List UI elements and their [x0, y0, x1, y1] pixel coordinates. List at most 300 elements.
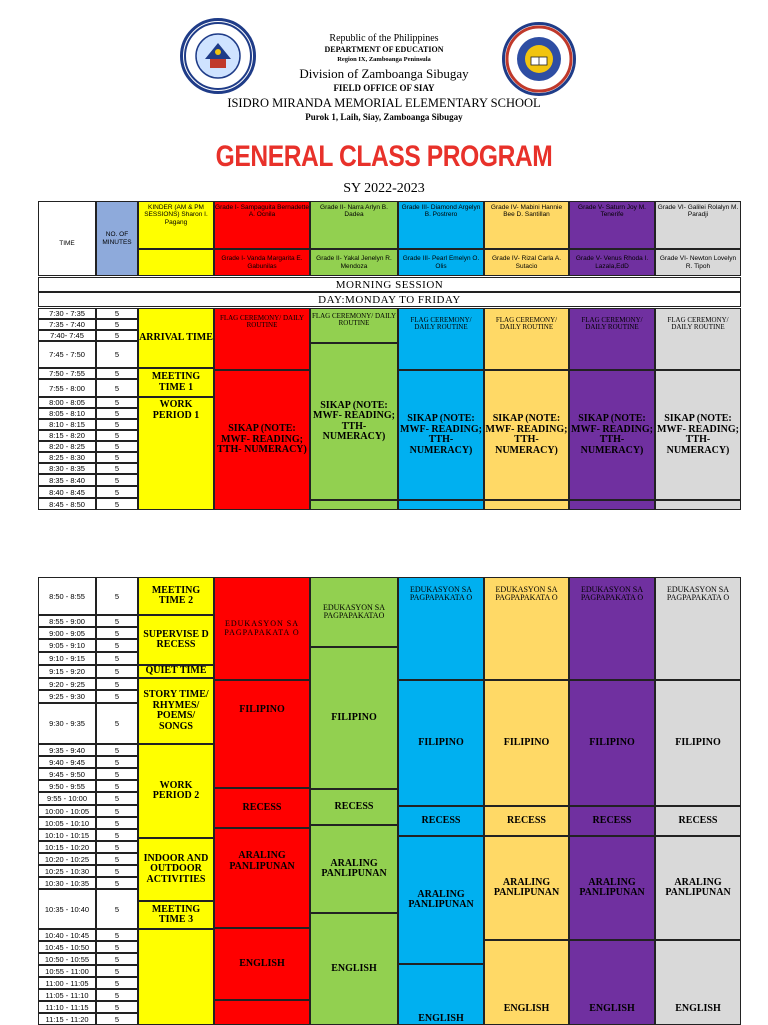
morning-session-band [38, 277, 741, 292]
minutes-cell-text: 5 [114, 978, 120, 988]
minutes-cell [96, 768, 138, 780]
minutes-cell-text: 5 [114, 431, 120, 440]
minutes-cell-text: 5 [114, 818, 120, 828]
g1-sikap-text: SIKAP (NOTE: MWF- READING; TTH- NUMERACY) [217, 423, 307, 456]
g1-blank [214, 1000, 310, 1025]
g5-flag-ceremony-text: FLAG CEREMONY/ DAILY ROUTINE [581, 316, 643, 332]
time-cell [38, 397, 96, 408]
g3-filipino [398, 680, 484, 806]
minutes-cell-text: 5 [114, 878, 120, 888]
school-name: ISIDRO MIRANDA MEMORIAL ELEMENTARY SCHOOL [227, 96, 541, 110]
minutes-cell [96, 977, 138, 989]
g4-flag-ceremony [484, 308, 569, 370]
g3-araling [398, 836, 484, 964]
kinder-header-blank [138, 249, 214, 276]
grade-header-bottom-2-text: Grade II- Yakal Jenelyn R. Mendoza [316, 255, 392, 270]
time-cell-text: 8:50 - 8:55 [49, 591, 85, 601]
minutes-cell-text: 5 [114, 464, 120, 473]
time-cell [38, 690, 96, 703]
grade-header-top-4-text: Grade IV- Mabini Hannie Bee D. Santillan [490, 204, 563, 219]
g1-english-text: ENGLISH [239, 957, 285, 969]
g2-filipino-text: FILIPINO [331, 711, 377, 723]
g2-sikap-text: SIKAP (NOTE: MWF- READING; TTH- NUMERACY) [313, 399, 395, 442]
time-cell-text: 8:30 - 8:35 [49, 464, 85, 473]
kinder-block-1 [138, 577, 214, 615]
g5-filipino-text: FILIPINO [589, 736, 635, 748]
minutes-cell-text: 5 [114, 320, 120, 329]
minutes-cell-text: 5 [114, 866, 120, 876]
time-cell-text: 8:35 - 8:40 [49, 475, 85, 485]
kinder-header [138, 201, 214, 249]
minutes-cell [96, 486, 138, 498]
time-cell [38, 941, 96, 953]
g2-edukasyon [310, 577, 398, 647]
minutes-cell [96, 379, 138, 397]
g6-filipino [655, 680, 741, 806]
time-cell [38, 929, 96, 941]
g6-recess [655, 806, 741, 836]
department-text: DEPARTMENT OF EDUCATION [324, 45, 444, 54]
minutes-cell-text: 5 [114, 487, 120, 497]
time-cell [38, 486, 96, 498]
kinder-header-text: KINDER (AM & PM SESSIONS) Sharon I. Pagang [144, 204, 208, 226]
time-cell [38, 877, 96, 889]
minutes-cell-text: 5 [114, 475, 120, 485]
time-cell-text: 7:30 - 7:35 [49, 309, 85, 318]
grade-header-bottom-1-text: Grade I- Vanda Margarita E. Gabunilas [221, 255, 303, 270]
time-cell-text: 10:10 - 10:15 [44, 830, 90, 840]
g5-recess-text: RECESS [592, 814, 632, 826]
minutes-cell [96, 319, 138, 330]
minutes-cell [96, 953, 138, 965]
grade-header-top-5-text: Grade V- Saturn Joy M. Tenerife [578, 204, 646, 219]
g5-edukasyon [569, 577, 655, 680]
kinder-block-5-text: WORK PERIOD 2 [152, 779, 200, 801]
g6-sikap [655, 370, 741, 500]
g1-filipino-text: FILIPINO [239, 704, 285, 715]
minutes-cell [96, 744, 138, 756]
time-cell-text: 10:25 - 10:30 [44, 866, 90, 876]
g2-flag-ceremony-text: FLAG CEREMONY/ DAILY ROUTINE [311, 312, 397, 328]
kinder-block-4-text: STORY TIME/ RHYMES/ POEMS/ SONGS [143, 689, 209, 732]
g6-edukasyon-text: EDUKASYON SA PAGPAPAKATA O [666, 585, 730, 603]
minutes-cell [96, 308, 138, 319]
time-cell-text: 10:50 - 10:55 [44, 954, 90, 964]
time-cell-text: 8:25 - 8:30 [49, 453, 85, 462]
minutes-cell [96, 703, 138, 744]
kinder-arrival-time [138, 308, 214, 368]
kinder-work-period-1 [138, 397, 214, 510]
minutes-column-header-text: NO. OF MINUTES [102, 231, 132, 246]
time-cell-text: 8:55 - 9:00 [49, 616, 85, 626]
minutes-cell-text: 5 [114, 420, 120, 429]
republic-text: Republic of the Philippines [329, 33, 439, 44]
grade-header-top-2-text: Grade II- Narra Arlyn B. Dadea [320, 204, 388, 219]
g2-edukasyon-text: EDUKASYON SA PAGPAPAKATAO [322, 602, 385, 620]
g3-recess-text: RECESS [421, 814, 461, 826]
time-cell [38, 441, 96, 452]
minutes-cell [96, 989, 138, 1001]
grade-header-top-6 [655, 201, 741, 249]
kinder-block-1-text: MEETING TIME 2 [151, 584, 201, 606]
time-cell-text: 8:15 - 8:20 [49, 431, 85, 440]
minutes-cell [96, 853, 138, 865]
time-cell [38, 989, 96, 1001]
g4-filipino [484, 680, 569, 806]
kinder-block-6 [138, 838, 214, 901]
time-cell [38, 652, 96, 665]
kinder-work-period-1-text: WORK PERIOD 1 [152, 399, 200, 421]
time-cell-text: 10:20 - 10:25 [44, 854, 90, 864]
minutes-cell-text: 5 [114, 954, 120, 964]
kinder-block-6-text: INDOOR AND OUTDOOR ACTIVITIES [143, 852, 209, 885]
time-cell-text: 11:10 - 11:15 [45, 1002, 89, 1012]
time-cell-text: 11:05 - 11:10 [45, 990, 89, 1000]
g4-blank [484, 500, 569, 510]
g3-sikap-text: SIKAP (NOTE: MWF- READING; TTH- NUMERACY) [400, 413, 482, 456]
time-cell-text: 9:20 - 9:25 [49, 679, 85, 689]
minutes-cell-text: 5 [114, 692, 120, 701]
time-cell-text: 9:15 - 9:20 [49, 667, 85, 676]
time-cell [38, 452, 96, 463]
g4-recess-text: RECESS [507, 814, 546, 826]
grade-header-bottom-4 [484, 249, 569, 276]
minutes-cell [96, 792, 138, 805]
time-cell [38, 430, 96, 441]
g6-sikap-text: SIKAP (NOTE: MWF- READING; TTH- NUMERACY) [657, 413, 739, 456]
minutes-cell [96, 690, 138, 703]
grade-header-bottom-3-text: Grade III- Pearl Emelyn O. Olis [402, 255, 480, 270]
minutes-cell-text: 5 [114, 350, 120, 359]
kinder-meeting-time-1-text: MEETING TIME 1 [151, 371, 201, 393]
time-column-header-text: TIME [59, 239, 75, 247]
g3-recess [398, 806, 484, 836]
time-cell-text: 10:55 - 11:00 [45, 966, 89, 976]
g2-blank [310, 500, 398, 510]
minutes-cell-text: 5 [114, 383, 120, 393]
time-cell [38, 1001, 96, 1013]
kinder-block-5 [138, 744, 214, 838]
minutes-cell [96, 678, 138, 690]
g1-edukasyon [214, 577, 310, 680]
g6-filipino-text: FILIPINO [675, 736, 721, 748]
g1-edukasyon-text: EDUKASYON SA PAGPAPAKATA O [224, 619, 300, 637]
g4-english-text: ENGLISH [503, 1002, 550, 1014]
minutes-cell [96, 577, 138, 615]
minutes-cell-text: 5 [114, 830, 120, 840]
minutes-cell-text: 5 [114, 369, 120, 378]
minutes-cell-text: 5 [114, 781, 120, 791]
kinder-block-3 [138, 665, 214, 678]
g3-flag-ceremony [398, 308, 484, 370]
minutes-cell-text: 5 [114, 794, 120, 803]
grade-header-bottom-4-text: Grade IV- Rizal Carla A. Sutacio [492, 255, 561, 270]
time-cell-text: 8:10 - 8:15 [49, 420, 85, 429]
g1-sikap [214, 370, 310, 510]
g5-edukasyon-text: EDUKASYON SA PAGPAPAKATA O [580, 585, 644, 603]
time-cell-text: 10:35 - 10:40 [44, 904, 90, 914]
time-cell [38, 768, 96, 780]
kinder-block-2 [138, 615, 214, 665]
minutes-cell [96, 397, 138, 408]
g5-blank [569, 500, 655, 510]
grade-header-top-3 [398, 201, 484, 249]
time-cell-text: 7:35 - 7:40 [49, 320, 85, 329]
g6-blank [655, 500, 741, 510]
minutes-cell-text: 5 [114, 1014, 120, 1024]
time-cell-text: 7:55 - 8:00 [49, 383, 85, 393]
g5-araling [569, 836, 655, 940]
g4-sikap [484, 370, 569, 500]
minutes-cell [96, 1013, 138, 1025]
kinder-arrival-time-text: ARRIVAL TIME [139, 331, 213, 343]
minutes-cell [96, 627, 138, 639]
g1-filipino [214, 680, 310, 788]
time-cell [38, 780, 96, 792]
grade-header-bottom-5-text: Grade V- Venus Rhoda I. Lazala,EdD [575, 255, 649, 270]
g4-filipino-text: FILIPINO [503, 736, 550, 748]
minutes-cell [96, 1001, 138, 1013]
g3-blank [398, 500, 484, 510]
minutes-cell-text: 5 [114, 719, 120, 728]
minutes-cell [96, 805, 138, 817]
time-cell [38, 965, 96, 977]
g2-flag-ceremony [310, 308, 398, 343]
g2-filipino [310, 647, 398, 789]
g2-recess-text: RECESS [334, 800, 374, 812]
g3-edukasyon-text: EDUKASYON SA PAGPAPAKATA O [409, 585, 473, 603]
g2-english [310, 913, 398, 1025]
g3-filipino-text: FILIPINO [418, 736, 464, 748]
time-cell [38, 665, 96, 678]
minutes-cell-text: 5 [114, 398, 120, 407]
g2-araling-text: ARALING PANLIPUNAN [321, 857, 387, 879]
grade-header-top-6-text: Grade VI- Galilei Rolalyn M. Paradji [657, 204, 739, 219]
minutes-cell [96, 474, 138, 486]
minutes-cell [96, 889, 138, 929]
time-cell-text: 11:15 - 11:20 [45, 1014, 89, 1024]
time-cell [38, 639, 96, 652]
time-cell-text: 10:40 - 10:45 [44, 930, 90, 940]
minutes-cell [96, 330, 138, 341]
g3-edukasyon [398, 577, 484, 680]
g5-english-text: ENGLISH [589, 1002, 635, 1014]
time-cell-text: 9:25 - 9:30 [49, 692, 85, 701]
time-cell [38, 756, 96, 768]
minutes-cell [96, 929, 138, 941]
g4-edukasyon-text: EDUKASYON SA PAGPAPAKATA O [495, 585, 558, 603]
minutes-cell-text: 5 [114, 409, 120, 418]
g2-english-text: ENGLISH [331, 962, 377, 974]
time-cell [38, 977, 96, 989]
grade-header-bottom-6-text: Grade VI- Newton Lovelyn R. Tipoh [659, 255, 737, 270]
g2-araling [310, 825, 398, 913]
g4-flag-ceremony-text: FLAG CEREMONY/ DAILY ROUTINE [495, 316, 558, 332]
minutes-cell-text: 5 [114, 769, 120, 779]
g4-edukasyon [484, 577, 569, 680]
grade-header-top-3-text: Grade III- Diamond Argelyn B. Postrero [401, 204, 481, 219]
grade-header-top-1 [214, 201, 310, 249]
time-cell-text: 8:20 - 8:25 [49, 442, 85, 451]
minutes-cell [96, 965, 138, 977]
grade-header-bottom-5 [569, 249, 655, 276]
time-cell [38, 379, 96, 397]
division-text: Division of Zamboanga Sibugay [299, 66, 469, 81]
time-cell [38, 319, 96, 330]
g2-sikap [310, 343, 398, 500]
g6-flag-ceremony-text: FLAG CEREMONY/ DAILY ROUTINE [667, 316, 729, 332]
time-cell-text: 9:40 - 9:45 [49, 757, 85, 767]
minutes-cell-text: 5 [114, 628, 120, 638]
minutes-cell [96, 652, 138, 665]
g1-recess [214, 788, 310, 828]
minutes-cell [96, 865, 138, 877]
kinder-block-4 [138, 678, 214, 744]
g3-sikap [398, 370, 484, 500]
g5-sikap-text: SIKAP (NOTE: MWF- READING; TTH- NUMERACY) [571, 413, 653, 456]
minutes-cell [96, 615, 138, 627]
minutes-cell [96, 498, 138, 510]
time-cell [38, 498, 96, 510]
school-year: SY 2022-2023 [343, 181, 425, 196]
time-cell [38, 627, 96, 639]
g6-english [655, 940, 741, 1025]
minutes-column-header [96, 201, 138, 276]
minutes-cell-text: 5 [114, 667, 120, 676]
minutes-cell [96, 463, 138, 474]
time-cell [38, 408, 96, 419]
minutes-cell-text: 5 [114, 966, 120, 976]
kinder-blank-bottom [138, 929, 214, 1025]
time-cell [38, 678, 96, 690]
g4-english [484, 940, 569, 1025]
time-cell [38, 463, 96, 474]
time-cell-text: 8:40 - 8:45 [49, 487, 85, 497]
g4-sikap-text: SIKAP (NOTE: MWF- READING; TTH- NUMERACY) [485, 413, 568, 456]
kinder-block-7 [138, 901, 214, 929]
grade-header-bottom-3 [398, 249, 484, 276]
grade-header-top-2 [310, 201, 398, 249]
time-cell-text: 9:50 - 9:55 [49, 781, 85, 791]
g3-english [398, 964, 484, 1025]
minutes-cell-text: 5 [114, 930, 120, 940]
time-cell-text: 7:40- 7:45 [50, 331, 84, 340]
time-cell [38, 474, 96, 486]
time-cell-text: 9:45 - 9:50 [49, 769, 85, 779]
g6-araling-text: ARALING PANLIPUNAN [665, 876, 731, 898]
g5-filipino [569, 680, 655, 806]
time-cell-text: 11:00 - 11:05 [45, 978, 89, 988]
time-cell [38, 703, 96, 744]
minutes-cell [96, 756, 138, 768]
day-band-text: DAY:MONDAY TO FRIDAY [318, 293, 461, 306]
time-cell-text: 8:45 - 8:50 [49, 499, 85, 509]
grade-header-top-1-text: Grade I- Sampaguita Bernadette A. Ocnila [215, 204, 309, 219]
minutes-cell [96, 408, 138, 419]
g3-english-text: ENGLISH [418, 1012, 464, 1024]
time-cell [38, 1013, 96, 1025]
time-cell [38, 805, 96, 817]
minutes-cell-text: 5 [114, 757, 120, 767]
time-cell-text: 9:10 - 9:15 [49, 654, 85, 663]
g4-araling-text: ARALING PANLIPUNAN [493, 876, 560, 898]
minutes-cell-text: 5 [114, 990, 120, 1000]
region-text: Region IX, Zamboanga Peninsula [337, 56, 431, 63]
g5-recess [569, 806, 655, 836]
field-office-text: FIELD OFFICE OF SIAY [333, 83, 435, 93]
g1-araling-text: ARALING PANLIPUNAN [229, 850, 295, 872]
minutes-cell-text: 5 [114, 942, 120, 952]
time-cell-text: 8:05 - 8:10 [49, 409, 85, 418]
time-cell [38, 744, 96, 756]
g6-edukasyon [655, 577, 741, 680]
minutes-cell-text: 5 [114, 654, 120, 663]
g5-araling-text: ARALING PANLIPUNAN [579, 876, 645, 898]
minutes-cell [96, 419, 138, 430]
minutes-cell-text: 5 [114, 854, 120, 864]
minutes-cell [96, 639, 138, 652]
time-cell [38, 577, 96, 615]
time-cell-text: 10:00 - 10:05 [44, 806, 90, 816]
time-cell [38, 889, 96, 929]
minutes-cell [96, 452, 138, 463]
kinder-meeting-time-1 [138, 368, 214, 397]
time-cell-text: 9:30 - 9:35 [49, 719, 85, 728]
time-cell-text: 10:15 - 10:20 [44, 842, 90, 852]
g4-araling [484, 836, 569, 940]
minutes-cell [96, 430, 138, 441]
minutes-cell-text: 5 [114, 1002, 120, 1012]
grade-header-bottom-6 [655, 249, 741, 276]
minutes-cell-text: 5 [114, 442, 120, 451]
time-cell-text: 9:55 - 10:00 [46, 794, 88, 803]
time-cell [38, 953, 96, 965]
minutes-cell-text: 5 [114, 679, 120, 689]
g1-english [214, 928, 310, 1000]
g1-flag-ceremony [214, 308, 310, 370]
minutes-cell [96, 665, 138, 678]
time-cell [38, 853, 96, 865]
time-cell [38, 341, 96, 368]
time-cell [38, 792, 96, 805]
g6-araling [655, 836, 741, 940]
time-cell-text: 9:00 - 9:05 [49, 628, 85, 638]
grade-header-top-5 [569, 201, 655, 249]
minutes-cell [96, 941, 138, 953]
minutes-cell [96, 829, 138, 841]
minutes-cell-text: 5 [114, 453, 120, 462]
g6-recess-text: RECESS [678, 814, 718, 826]
g3-flag-ceremony-text: FLAG CEREMONY/ DAILY ROUTINE [410, 316, 472, 332]
minutes-cell-text: 5 [114, 616, 120, 626]
g1-flag-ceremony-text: FLAG CEREMONY/ DAILY ROUTINE [219, 314, 305, 330]
time-cell [38, 308, 96, 319]
minutes-cell [96, 441, 138, 452]
time-cell-text: 7:50 - 7:55 [49, 369, 85, 378]
time-cell [38, 615, 96, 627]
minutes-cell-text: 5 [114, 806, 120, 816]
g5-sikap [569, 370, 655, 500]
grade-header-top-4 [484, 201, 569, 249]
minutes-cell-text: 5 [114, 745, 120, 755]
kinder-block-2-text: SUPERVISE D RECESS [143, 628, 209, 650]
minutes-cell [96, 841, 138, 853]
time-cell [38, 368, 96, 379]
time-cell [38, 330, 96, 341]
time-cell [38, 419, 96, 430]
g4-recess [484, 806, 569, 836]
time-cell [38, 817, 96, 829]
